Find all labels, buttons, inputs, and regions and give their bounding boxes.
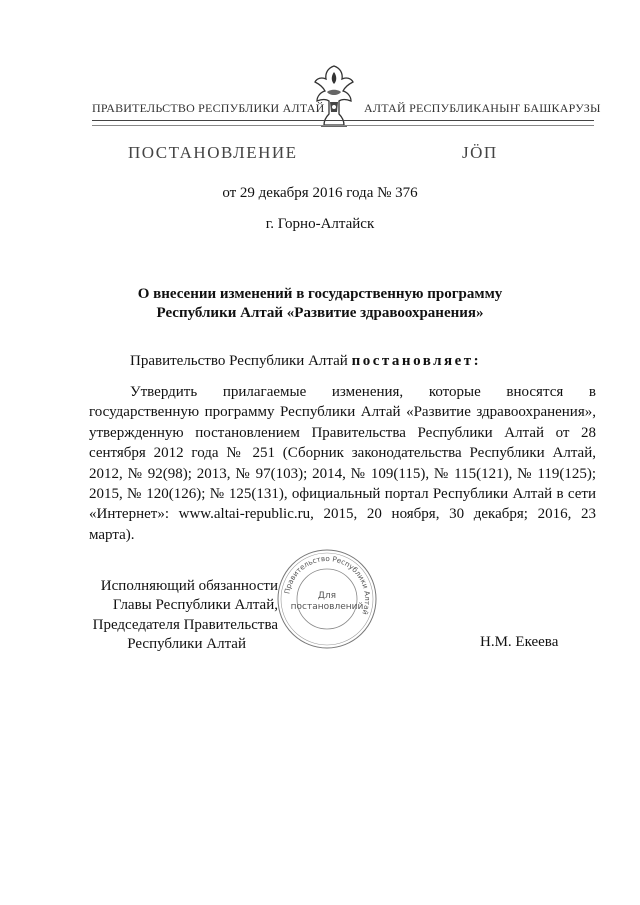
- stamp-center-line: постановлений: [290, 602, 364, 612]
- intro-text: Правительство Республики Алтай: [130, 353, 352, 369]
- signatory-name: Н.М. Екеева: [480, 634, 559, 650]
- document-type-russian: ПОСТАНОВЛЕНИЕ: [128, 143, 298, 162]
- stamp-center-line: Для: [317, 591, 337, 601]
- header-divider: [92, 120, 594, 121]
- document-city: г. Горно-Алтайск: [265, 216, 375, 232]
- signature-title-line: Председателя Правительства: [92, 616, 278, 633]
- document-title-line: О внесении изменений в государственную программу: [137, 286, 503, 302]
- body-paragraph: Утвердить прилагаемые изменения, которые вносятся в государственную программу Республики Алтай «Развитие здравоохранения», утвержденную постановлением Правительства Республики Алтай от 28 сентября 2012 года № 251 (Сборник законодательства Республики Алтай, 2012, № 92(98); 2013, № 97(103); 2014, № 109(115), № 115(121), № 119(125); 2015, № 120(126); № 125(131), официальный портал Республики Алтай в сети «Интернет»: www.altai-republic.ru, 2015, 20 ноября, 30 декабря; 2016, 23 марта).: [89, 384, 596, 543]
- header-organization-name: ПРАВИТЕЛЬСТВО РЕСПУБЛИКИ АЛТАЙ: [92, 101, 325, 115]
- stamp-center-text: [276, 591, 378, 613]
- header-divider-secondary: [92, 125, 594, 126]
- resolution-intro: [130, 353, 481, 370]
- signature-title-line: Главы Республики Алтай,: [112, 597, 278, 614]
- document-title-line: Республики Алтай «Развитие здравоохранения»: [156, 305, 484, 321]
- document-title: [0, 285, 640, 323]
- header-organization-name-altai: АЛТАЙ РЕСПУБЛИКАНЫҤ БАШКАРУЗЫ: [364, 101, 601, 115]
- document-date-number: от 29 декабря 2016 года № 376: [222, 185, 418, 201]
- document-type-altai: JӦП: [462, 143, 498, 162]
- intro-emphasis: постановляет:: [351, 353, 482, 369]
- signature-title-line: Республики Алтай: [127, 635, 246, 652]
- signature-title-line: Исполняющий обязанности: [100, 578, 278, 594]
- signature-title-block: [88, 577, 278, 654]
- stamp-ring-text: Правительство Республики Алтай: [282, 553, 373, 616]
